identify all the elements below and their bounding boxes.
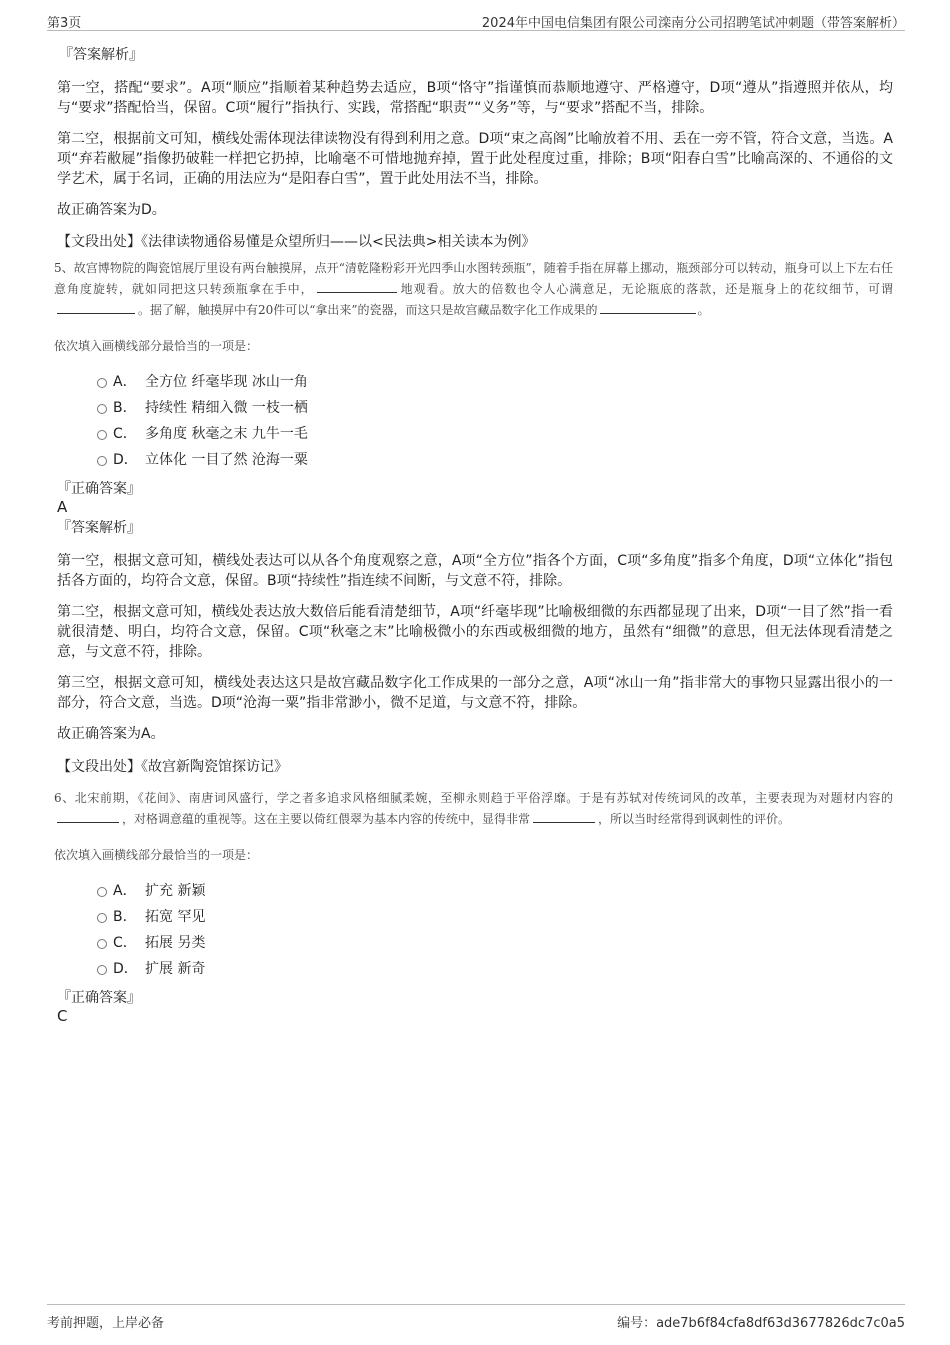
- fill-blank: [533, 810, 595, 823]
- fill-blank: [317, 280, 397, 293]
- option-a[interactable]: [57, 369, 893, 395]
- option-key: A．: [113, 883, 137, 899]
- stem-text: ，对格调意蕴的重视等。这在主要以倚红偎翠为基本内容的传统中，显得非常: [122, 812, 531, 826]
- radio-icon[interactable]: [97, 378, 107, 388]
- question-prompt: 依次填入画横线部分最恰当的一项是：: [54, 339, 259, 353]
- option-key: B．: [113, 400, 137, 416]
- source-citation: 【文段出处】《法律读物通俗易懂是众望所归——以<民法典>相关读本为例》: [57, 234, 536, 250]
- stem-text: 。据了解，触摸屏中有20件可以“拿出来”的瓷器，而这只是故宫藏品数字化工作成果的: [138, 303, 598, 317]
- analysis-paragraph: 第一空，搭配“要求”。A项“顺应”指顺着某种趋势去适应，B项“恪守”指谨慎而恭顺地遵守、严格遵守，D项“遵从”指遵照并依从，均与“要求”搭配恰当，保留。C项“履行”指执行、实践，常搭配“职责”“义务”等，与“要求”搭配不当，排除。: [57, 80, 893, 116]
- radio-icon[interactable]: [97, 456, 107, 466]
- stem-text: ，所以当时经常得到讽刺性的评价。: [598, 812, 791, 826]
- stem-text: 地观看。放大的倍数也令人心满意足，无论瓶底的落款，还是瓶身上的花纹细节，可谓: [399, 282, 893, 296]
- question-5-stem: [54, 258, 893, 321]
- radio-icon[interactable]: [97, 404, 107, 414]
- question-prompt: 依次填入画横线部分最恰当的一项是：: [54, 848, 259, 862]
- option-key: D．: [113, 961, 138, 977]
- option-text: 扩充 新颖: [145, 883, 206, 899]
- source-citation: 【文段出处】《故宫新陶瓷馆探访记》: [57, 759, 288, 775]
- correct-answer: C: [57, 1007, 68, 1025]
- option-b[interactable]: [57, 904, 893, 930]
- option-text: 拓宽 罕见: [145, 909, 206, 925]
- radio-icon[interactable]: [97, 887, 107, 897]
- page-footer: [47, 1304, 905, 1331]
- radio-icon[interactable]: [97, 430, 107, 440]
- option-c[interactable]: [57, 930, 893, 956]
- footer-slogan: 考前押题，上岸必备: [47, 1316, 165, 1331]
- option-b[interactable]: [57, 395, 893, 421]
- option-text: 持续性 精细入微 一枝一栖: [145, 400, 308, 416]
- stem-text: 。: [697, 303, 710, 317]
- correct-answer: A: [57, 498, 68, 516]
- option-key: C．: [113, 426, 137, 442]
- question-6-stem: [54, 788, 893, 830]
- page-number: 第3页: [47, 16, 82, 31]
- option-text: 多角度 秋毫之末 九牛一毛: [145, 426, 308, 442]
- page-body: [54, 44, 893, 1025]
- option-d[interactable]: [57, 956, 893, 982]
- option-list: [57, 878, 893, 982]
- analysis-paragraph: 第一空，根据文意可知，横线处表达可以从各个角度观察之意，A项“全方位”指各个方面，C项“多角度”指多个角度，D项“立体化”指包括各方面的，均符合文意，保留。B项“持续性”指连续不间断，与文意不符，排除。: [57, 553, 893, 589]
- correct-answer-label: 『正确答案』: [57, 990, 141, 1006]
- option-text: 全方位 纤毫毕现 冰山一角: [145, 374, 308, 390]
- stem-text: 5、故宫博物院的陶瓷馆展厅里设有两台触摸屏，点开“清乾隆粉彩开光四季山水图转颈瓶”，随着手指在屏幕上挪动，瓶颈部分可以转动，瓶身可以上下左右任意角度旋转，就如同把这只转颈瓶拿在手中，: [54, 261, 893, 296]
- option-text: 拓展 另类: [145, 935, 206, 951]
- document-id: 编号：ade7b6f84cfa8df63d3677826dc7c0a5: [617, 1316, 905, 1331]
- fill-blank: [600, 301, 696, 314]
- fill-blank: [57, 810, 119, 823]
- option-list: [57, 369, 893, 473]
- option-key: B．: [113, 909, 137, 925]
- option-a[interactable]: [57, 878, 893, 904]
- analysis-label: 『答案解析』: [57, 520, 141, 536]
- radio-icon[interactable]: [97, 913, 107, 923]
- option-key: C．: [113, 935, 137, 951]
- stem-text: 6、北宋前期，《花间》、南唐词风盛行，学之者多追求风格细腻柔婉，至柳永则趋于平俗浮靡。于是有苏轼对传统词风的改革，主要表现为对题材内容的: [54, 791, 893, 805]
- option-key: D．: [113, 452, 138, 468]
- analysis-paragraph: 第二空，根据文意可知，横线处表达放大数倍后能看清楚细节，A项“纤毫毕现”比喻极细微的东西都显现了出来，D项“一目了然”指一看就很清楚、明白，均符合文意，保留。C项“秋毫之末”比喻极微小的东西或极细微的地方，虽然有“细微”的意思，但无法体现看清楚之意，与文意不符，排除。: [57, 604, 893, 660]
- radio-icon[interactable]: [97, 939, 107, 949]
- analysis-label: 『答案解析』: [59, 47, 143, 63]
- option-text: 扩展 新奇: [145, 961, 206, 977]
- document-title: 2024年中国电信集团有限公司滦南分公司招聘笔试冲刺题（带答案解析）: [481, 16, 905, 31]
- option-key: A．: [113, 374, 137, 390]
- option-c[interactable]: [57, 421, 893, 447]
- radio-icon[interactable]: [97, 965, 107, 975]
- page-header: [47, 10, 905, 31]
- analysis-paragraph: 第二空，根据前文可知，横线处需体现法律读物没有得到利用之意。D项“束之高阁”比喻放着不用、丢在一旁不管，符合文意，当选。A项“弃若敝屣”指像扔破鞋一样把它扔掉，比喻毫不可惜地抛弃掉，置于此处程度过重，排除；B项“阳春白雪”比喻高深的、不通俗的文学艺术，属于名词，正确的用法应为“是阳春白雪”，置于此处用法不当，排除。: [57, 131, 893, 187]
- fill-blank: [57, 301, 135, 314]
- correct-answer-label: 『正确答案』: [57, 481, 141, 497]
- conclusion: 故正确答案为A。: [57, 726, 165, 742]
- option-text: 立体化 一目了然 沧海一粟: [145, 452, 308, 468]
- analysis-paragraph: 第三空，根据文意可知，横线处表达这只是故宫藏品数字化工作成果的一部分之意，A项“冰山一角”指非常大的事物只显露出很小的一部分，符合文意，当选。D项“沧海一粟”指非常渺小，微不足道，与文意不符，排除。: [57, 675, 893, 711]
- option-d[interactable]: [57, 447, 893, 473]
- conclusion: 故正确答案为D。: [57, 202, 166, 218]
